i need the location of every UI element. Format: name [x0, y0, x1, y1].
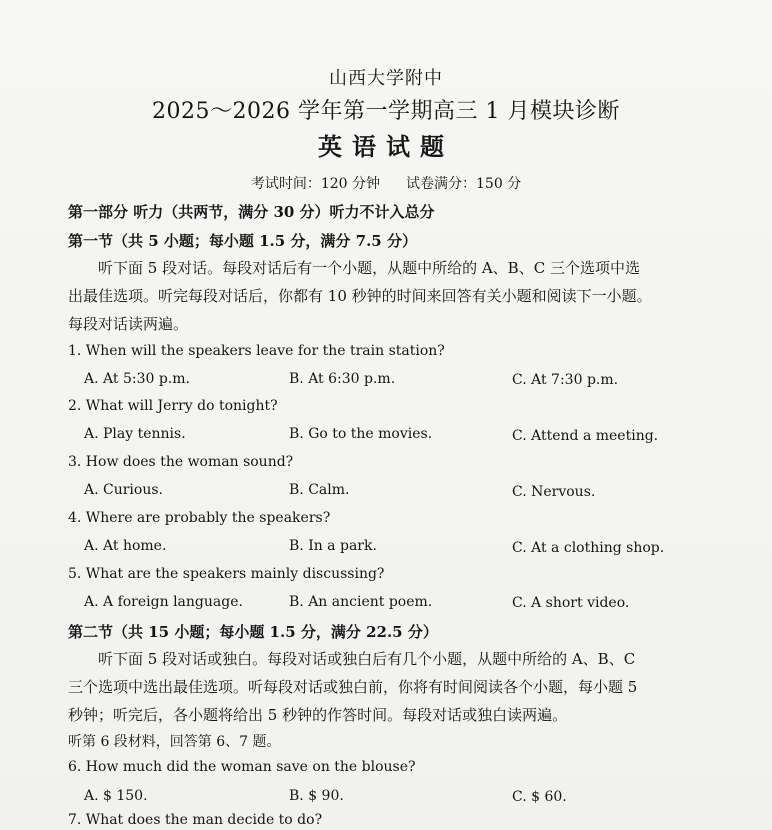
- part1-title: 第一部分 听力（共两节，满分 30 分）听力不计入总分: [68, 203, 435, 221]
- option-a: A. Play tennis.: [84, 426, 186, 442]
- option-c: C. Nervous.: [512, 484, 596, 500]
- instruction-line: 听下面 5 段对话。每段对话后有一个小题，从题中所给的 A、B、C 三个选项中选: [98, 259, 640, 277]
- section2-title: 第二节（共 15 小题；每小题 1.5 分，满分 22.5 分）: [68, 623, 438, 641]
- instruction-line: 每段对话读两遍。: [68, 315, 189, 333]
- question-3: 3. How does the woman sound?: [68, 454, 294, 470]
- option-c: C. Attend a meeting.: [512, 428, 659, 444]
- school-name: 山西大学附中: [329, 68, 443, 89]
- exam-time: 考试时间：120 分钟: [250, 176, 380, 192]
- option-b: B. An ancient poem.: [289, 594, 433, 610]
- material-note: 听第 6 段材料，回答第 6、7 题。: [68, 734, 281, 750]
- exam-title: 2025～2026 学年第一学期高三 1 月模块诊断: [152, 99, 620, 124]
- option-c: C. A short video.: [512, 595, 630, 611]
- exam-score: 试卷满分：150 分: [406, 176, 522, 192]
- option-a: A. $ 150.: [84, 788, 148, 804]
- option-a: A. Curious.: [84, 482, 163, 498]
- exam-info: [0, 173, 772, 193]
- option-b: B. Calm.: [289, 482, 350, 498]
- question-6: 6. How much did the woman save on the blouse?: [68, 759, 416, 775]
- option-a: A. At home.: [84, 538, 167, 554]
- option-c: C. At a clothing shop.: [512, 540, 665, 556]
- question-5: 5. What are the speakers mainly discussing?: [68, 566, 385, 582]
- question-7: 7. What does the man decide to do?: [68, 812, 323, 828]
- option-a: A. At 5:30 p.m.: [84, 371, 190, 387]
- subject-title: 英语试题: [318, 132, 454, 161]
- section2-instructions: [68, 645, 637, 729]
- instruction-line: 出最佳选项。听完每段对话后，你都有 10 秒钟的时间来回答有关小题和阅读下一小题。: [68, 287, 652, 305]
- option-b: B. Go to the movies.: [289, 426, 433, 442]
- instruction-line: 秒钟；听完后，各小题将给出 5 秒钟的作答时间。每段对话或独白读两遍。: [68, 706, 568, 724]
- option-c: C. $ 60.: [512, 789, 567, 805]
- question-4: 4. Where are probably the speakers?: [68, 510, 331, 526]
- option-b: B. $ 90.: [289, 788, 344, 804]
- section1-title: 第一节（共 5 小题；每小题 1.5 分，满分 7.5 分）: [68, 232, 417, 250]
- option-a: A. A foreign language.: [84, 594, 243, 610]
- instruction-line: 听下面 5 段对话或独白。每段对话或独白后有几个小题，从题中所给的 A、B、C: [98, 650, 636, 668]
- option-c: C. At 7:30 p.m.: [512, 372, 619, 388]
- question-2: 2. What will Jerry do tonight?: [68, 398, 278, 414]
- section1-instructions: [68, 254, 652, 338]
- question-1: 1. When will the speakers leave for the train station?: [68, 343, 445, 359]
- option-b: B. In a park.: [289, 538, 377, 554]
- option-b: B. At 6:30 p.m.: [289, 371, 396, 387]
- instruction-line: 三个选项中选出最佳选项。听每段对话或独白前，你将有时间阅读各个小题，每小题 5: [68, 678, 638, 696]
